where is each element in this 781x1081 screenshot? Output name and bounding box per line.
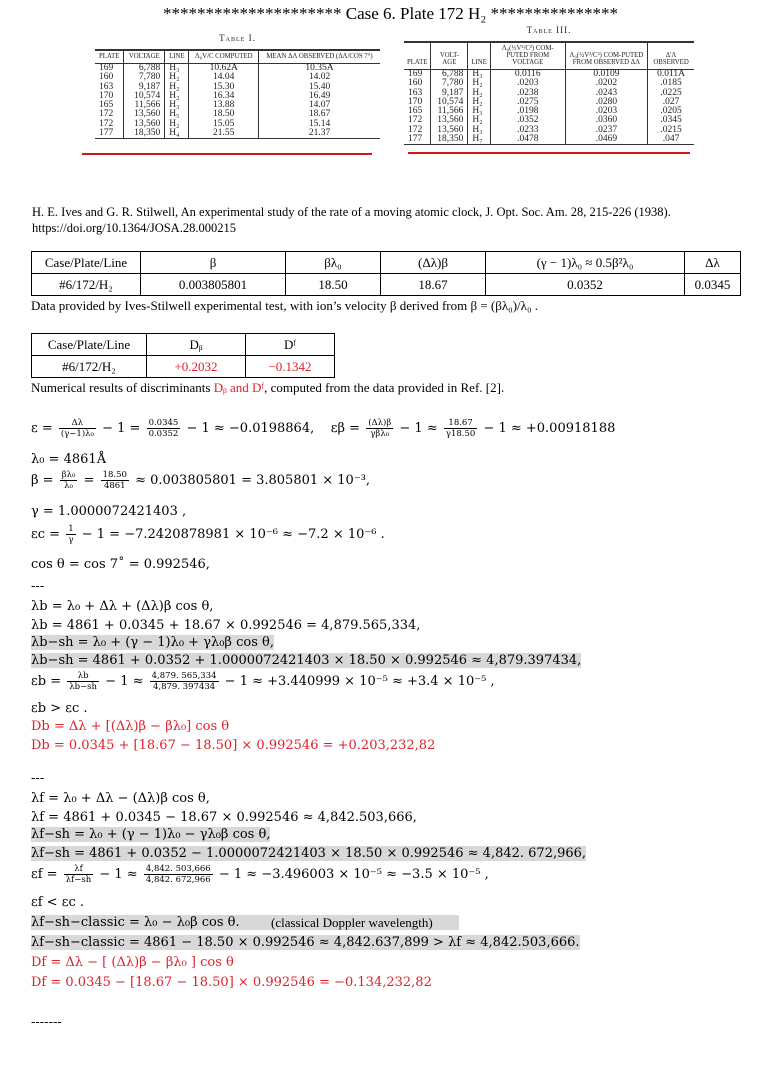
table-cell: 15.40 <box>259 83 380 92</box>
data-table-header: β <box>141 252 286 274</box>
epsilon-b-comparison: εb > εc . <box>31 701 88 716</box>
table-cell: H₂ <box>468 89 490 98</box>
table-cell: .0203 <box>565 107 647 116</box>
table-cell: H₅ <box>165 110 189 119</box>
table-iii-body <box>404 70 694 145</box>
epsilon-b-equation: εb = $\frac{\lambda b}{\lambda b-sh}$ − 1 ≈ $\frac{4,879. 565,334}{4,879. 397434}$ − 1 ≈ +3.440999 × 10⁻⁵ ≈ +3.4 × 10⁻⁵ , <box>31 671 495 692</box>
table-cell: 165 <box>408 106 423 117</box>
table-cell: 165 <box>99 100 114 111</box>
table-cell: 6,788 <box>124 64 165 74</box>
red-underline <box>82 153 372 155</box>
db-definition: Db = Δλ + [(Δλ)β − βλ₀] cos θ <box>31 719 230 734</box>
table-cell: 14.04 <box>189 73 259 82</box>
fraction: $\frac{18.67}{\gamma 18.50}$ <box>445 418 476 439</box>
data-table-header: (γ − 1)λ₀ ≈ 0.5β²λ₀ <box>486 252 685 274</box>
table-cell: 16.49 <box>259 92 380 101</box>
table-i <box>95 49 380 139</box>
table-cell: .0352 <box>490 116 565 125</box>
red-underline <box>408 152 690 154</box>
table-cell: 170 <box>408 96 423 107</box>
data-table-header: (Δλ)β <box>381 252 486 274</box>
fraction: $\frac{\lambda b}{\lambda b-sh}$ <box>69 671 98 692</box>
table-cell: .0469 <box>565 135 647 145</box>
table-cell: H₃ <box>468 126 490 135</box>
fraction: $\frac{1}{\gamma}$ <box>68 524 74 545</box>
df-definition: Df = Δλ − [ (Δλ)β − βλ₀ ] cos θ <box>31 955 234 970</box>
table-cell: .0205 <box>648 107 694 116</box>
epsilon-f-comparison: εf < εc . <box>31 895 84 910</box>
table-cell: 169 <box>99 63 114 73</box>
table-cell: 15.14 <box>259 120 380 129</box>
fraction: $\frac{18.50}{4861}$ <box>102 470 127 491</box>
table-cell: 11,566 <box>431 107 468 116</box>
table-cell: 10.62A <box>189 64 259 74</box>
table-cell: H₂ <box>468 98 490 107</box>
table-cell: 18.50 <box>189 110 259 119</box>
discriminant-table <box>31 333 335 378</box>
table-i-header: PLATE <box>95 50 124 64</box>
fraction: $\frac{0.0345}{0.0352}$ <box>148 418 179 439</box>
table-i-header: VOLTAGE <box>124 50 165 64</box>
lambda-b-sh-definition: λb−sh = λ₀ + (γ − 1)λ₀ + γλ₀β cos θ, <box>31 635 274 650</box>
table-cell: H₃ <box>165 64 189 74</box>
table-cell: 172 <box>99 109 114 120</box>
table-cell: 7,780 <box>431 79 468 88</box>
table-cell: H₃ <box>468 70 490 80</box>
data-table-cell: 0.003805801 <box>141 274 286 296</box>
data-table-cell: 0.0345 <box>685 274 741 296</box>
epsilon-equation: ε = $\frac{\Delta\lambda}{\text{(γ−1)λ₀}}$ − 1 = $\frac{0.0345}{0.0352}$ − 1 ≈ −0.0198864, εβ = $\frac{(\Delta\lambda)\beta}{\text{γβλ₀}}$ − 1 ≈ $\frac{18.67}{\gamma 18.50}$ − 1 ≈ +0.00918188 <box>31 418 616 439</box>
lambda-f-definition: λf = λ₀ + Δλ − (Δλ)β cos θ, <box>31 791 210 806</box>
table-cell: H₂ <box>468 116 490 125</box>
lambda-b-sh-value: λb−sh = 4861 + 0.0352 + 1.0000072421403 × 18.50 × 0.992546 ≈ 4,879.397434, <box>31 653 582 668</box>
table-cell: 14.02 <box>259 73 380 82</box>
table-cell: .0275 <box>490 98 565 107</box>
table-iii-header: Δ'Λ OBSERVED <box>648 42 694 70</box>
table-cell: 10,574 <box>431 98 468 107</box>
table-cell: .0243 <box>565 89 647 98</box>
data-table-row <box>32 274 741 296</box>
table-cell: 169 <box>408 69 423 79</box>
data-table-cell: 18.67 <box>381 274 486 296</box>
table-cell: 18,350 <box>124 129 165 139</box>
discriminant-note-highlight: Dᵦ and Dᶠ <box>213 380 265 395</box>
table-cell: H₂ <box>165 83 189 92</box>
table-cell: 172 <box>408 115 423 126</box>
fraction: $\frac{\text{βλ₀}}{\text{λ₀}}$ <box>61 470 76 491</box>
table-cell: 0.011A <box>648 70 694 80</box>
table-i-header-row <box>95 50 380 64</box>
table-i-scan <box>95 33 380 139</box>
table-cell: H₄ <box>165 129 189 139</box>
table-cell: 11,566 <box>124 101 165 110</box>
table-cell: .0478 <box>490 135 565 145</box>
table-cell: 163 <box>99 81 114 92</box>
lambda-f-sh-value: λf−sh = 4861 + 0.0352 − 1.0000072421403 × 18.50 × 0.992546 ≈ 4,842. 672,966, <box>31 846 587 861</box>
table-i-header: MEAN ΔΛ OBSERVED (ΔΛ/COS 7°) <box>259 50 380 64</box>
disc-table-header: Case/Plate/Line <box>32 334 147 356</box>
table-cell: 177 <box>404 135 431 145</box>
table-cell: 13,560 <box>431 126 468 135</box>
lambda-f-sh-definition: λf−sh = λ₀ + (γ − 1)λ₀ − γλ₀β cos θ, <box>31 827 271 842</box>
table-iii-header: Λ₀(½V²/C²) COM-PUTED FROM OBSERVED ΔΛ <box>565 42 647 70</box>
disc-table-header-row <box>32 334 335 356</box>
table-cell: 7,780 <box>124 73 165 82</box>
disc-table-cell: +0.2032 <box>147 356 246 378</box>
data-table-cell: #6/172/H₂ <box>32 274 141 296</box>
fraction: $\frac{\lambda f}{\lambda f-sh}$ <box>65 864 92 885</box>
table-cell: 13,560 <box>124 120 165 129</box>
table-row <box>404 135 694 145</box>
table-cell: .0185 <box>648 79 694 88</box>
table-row <box>95 73 380 82</box>
table-row <box>95 64 380 74</box>
table-cell: 21.37 <box>259 129 380 139</box>
data-note: Data provided by Ives-Stilwell experimental test, with ion’s velocity β derived from β = (βλ₀)/λ₀ . <box>31 298 538 313</box>
table-cell: .0233 <box>490 126 565 135</box>
data-table-cell: 18.50 <box>286 274 381 296</box>
table-cell: .027 <box>648 98 694 107</box>
table-cell: 177 <box>95 129 124 139</box>
table-cell: 0.0116 <box>490 70 565 80</box>
table-cell: H₂ <box>165 73 189 82</box>
table-cell: H₂ <box>165 92 189 101</box>
table-iii-header: VOLT-AGE <box>431 42 468 70</box>
table-i-caption: Table I. <box>219 33 256 43</box>
table-cell: 13,560 <box>124 110 165 119</box>
data-table-header: Case/Plate/Line <box>32 252 141 274</box>
reference-citation: H. E. Ives and G. R. Stilwell, An experimental study of the rate of a moving atomic clock, J. Opt. Soc. Am. 28, 215-226 (1938). https://doi.org/10.1364/JOSA.28.000215 <box>32 205 671 235</box>
disc-table-header: Dᵦ <box>147 334 246 356</box>
table-cell: 160 <box>408 78 423 89</box>
table-cell: 10,574 <box>124 92 165 101</box>
table-cell: H₃ <box>468 107 490 116</box>
table-iii-header: PLATE <box>404 42 431 70</box>
table-cell: .0360 <box>565 116 647 125</box>
table-cell: 163 <box>408 87 423 98</box>
separator: --- <box>31 771 45 786</box>
table-cell: 14.07 <box>259 101 380 110</box>
table-cell: 18.67 <box>259 110 380 119</box>
table-cell: .0215 <box>648 126 694 135</box>
table-cell: 16.34 <box>189 92 259 101</box>
discriminant-note: Numerical results of discriminants Dᵦ and Dᶠ, computed from the data provided in Ref. [2]. <box>31 380 505 395</box>
cos-line: cos θ = cos 7˚ = 0.992546, <box>31 557 210 572</box>
table-iii-header: Λ₀(½V²/C²) COM-PUTED FROM VOLTAGE <box>490 42 565 70</box>
table-i-header: Λ₀V/C COMPUTED <box>189 50 259 64</box>
table-cell: 13,560 <box>431 116 468 125</box>
table-i-body <box>95 64 380 139</box>
table-cell: 172 <box>99 118 114 129</box>
table-cell: 172 <box>408 124 423 135</box>
separator: ------- <box>31 1015 62 1030</box>
table-cell: 9,187 <box>431 89 468 98</box>
table-cell: 13.88 <box>189 101 259 110</box>
lambda-f-classic-definition: λf−sh−classic = λ₀ − λ₀β cos θ. (classical Doppler wavelength) <box>31 915 459 930</box>
lambda-f-classic-value: λf−sh−classic = 4861 − 18.50 × 0.992546 ≈ 4,842.637,899 > λf ≈ 4,842.503,666. <box>31 935 580 950</box>
table-iii-header: LINE <box>468 42 490 70</box>
table-cell: H₃ <box>165 101 189 110</box>
data-table-header: Δλ <box>685 252 741 274</box>
data-table-cell: 0.0352 <box>486 274 685 296</box>
table-cell: H₇ <box>468 135 490 145</box>
fraction: $\frac{4,842. 503,666}{4,842. 672,966}$ <box>145 864 211 885</box>
table-cell: H₂ <box>165 120 189 129</box>
data-table <box>31 251 741 296</box>
table-cell: 15.05 <box>189 120 259 129</box>
table-cell: 0.0109 <box>565 70 647 80</box>
table-cell: 10.35A <box>259 64 380 74</box>
disc-table-cell: −0.1342 <box>246 356 335 378</box>
table-cell: H₂ <box>468 79 490 88</box>
data-table-header: βλ₀ <box>286 252 381 274</box>
table-cell: 9,187 <box>124 83 165 92</box>
table-iii <box>404 41 694 145</box>
epsilon-c-equation: εc = $\frac{1}{\gamma}$ − 1 = −7.2420878981 × 10⁻⁶ ≈ −7.2 × 10⁻⁶ . <box>31 524 385 545</box>
gamma-line: γ = 1.0000072421403 , <box>31 504 187 519</box>
table-cell: 6,788 <box>431 70 468 80</box>
disc-table-row <box>32 356 335 378</box>
table-cell: .0198 <box>490 107 565 116</box>
table-iii-caption: Table III. <box>526 25 572 35</box>
table-cell: .0345 <box>648 116 694 125</box>
table-cell: .0203 <box>490 79 565 88</box>
table-cell: .0238 <box>490 89 565 98</box>
page-title: ********************* Case 6. Plate 172 H₂ *************** <box>163 4 618 23</box>
lambda-f-value: λf = 4861 + 0.0345 − 18.67 × 0.992546 ≈ 4,842.503,666, <box>31 810 417 825</box>
table-cell: 170 <box>99 90 114 101</box>
table-iii-header-row <box>404 42 694 70</box>
lambda-b-definition: λb = λ₀ + Δλ + (Δλ)β cos θ, <box>31 599 214 614</box>
table-cell: .0280 <box>565 98 647 107</box>
table-cell: 21.55 <box>189 129 259 139</box>
table-iii-scan <box>404 25 694 145</box>
data-table-header-row <box>32 252 741 274</box>
disc-table-header: Dᶠ <box>246 334 335 356</box>
table-cell: .0237 <box>565 126 647 135</box>
beta-equation: β = $\frac{\text{βλ₀}}{\text{λ₀}}$ = $\frac{18.50}{4861}$ ≈ 0.003805801 = 3.805801 × 10⁻³, <box>31 470 371 491</box>
table-cell: 18,350 <box>431 135 468 145</box>
fraction: $\frac{(\Delta\lambda)\beta}{\text{γβλ₀}}$ <box>368 418 392 439</box>
table-cell: 160 <box>99 72 114 83</box>
table-cell: .047 <box>648 135 694 145</box>
table-row <box>95 129 380 139</box>
db-value: Db = 0.0345 + [18.67 − 18.50] × 0.992546 = +0.203,232,82 <box>31 738 436 753</box>
lambda-b-value: λb = 4861 + 0.0345 + 18.67 × 0.992546 = 4,879.565,334, <box>31 618 421 633</box>
lambda0-line: λ₀ = 4861Å <box>31 452 107 467</box>
epsilon-f-equation: εf = $\frac{\lambda f}{\lambda f-sh}$ − 1 ≈ $\frac{4,842. 503,666}{4,842. 672,966}$ − 1 ≈ −3.496003 × 10⁻⁵ ≈ −3.5 × 10⁻⁵ , <box>31 864 489 885</box>
table-i-header: LINE <box>165 50 189 64</box>
separator: --- <box>31 579 45 594</box>
table-cell: .0225 <box>648 89 694 98</box>
fraction: $\frac{4,879. 565,334}{4,879. 397434}$ <box>151 671 217 692</box>
disc-table-cell: #6/172/H₂ <box>32 356 147 378</box>
fraction: $\frac{\Delta\lambda}{\text{(γ−1)λ₀}}$ <box>60 418 94 439</box>
classical-doppler-note: (classical Doppler wavelength) <box>271 915 433 930</box>
table-cell: .0202 <box>565 79 647 88</box>
df-value: Df = 0.0345 − [18.67 − 18.50] × 0.992546 = −0.134,232,82 <box>31 975 432 990</box>
table-cell: 15.30 <box>189 83 259 92</box>
